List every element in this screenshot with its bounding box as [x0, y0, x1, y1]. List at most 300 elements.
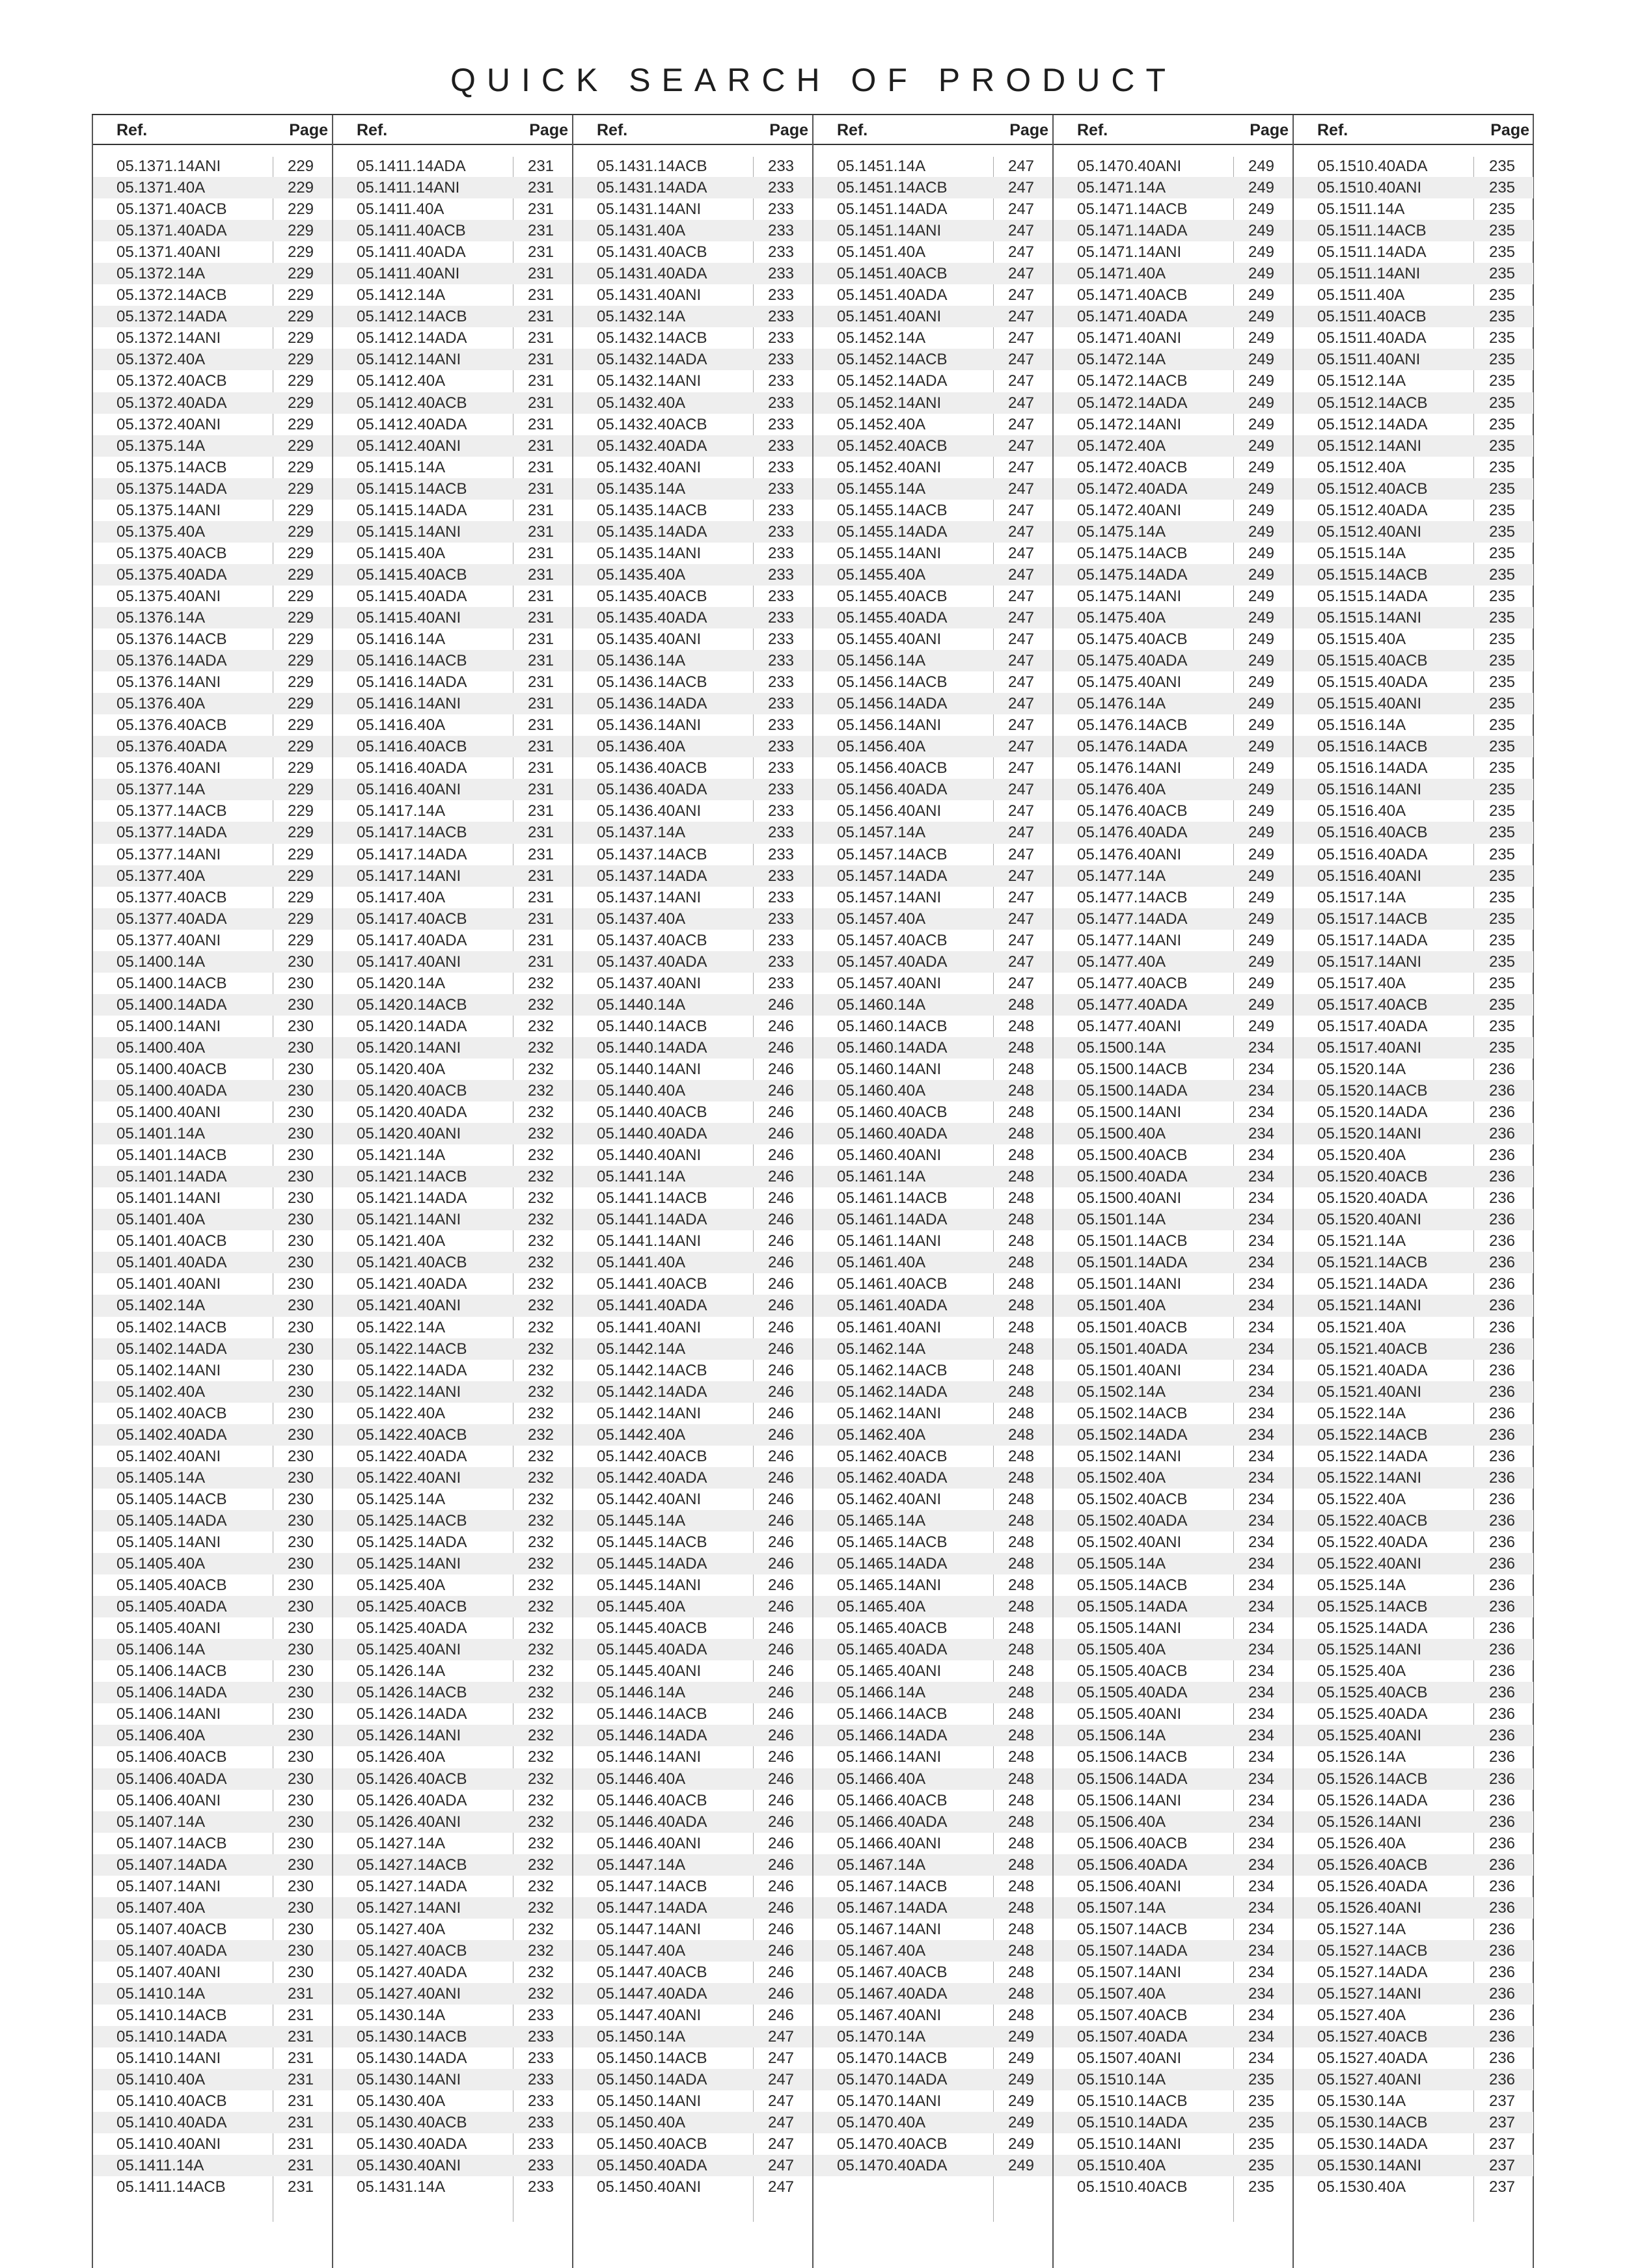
ref-cell: 05.1530.14A: [1317, 2092, 1406, 2111]
ref-cell: 05.1401.14ACB: [116, 1146, 227, 1165]
table-row: [814, 1768, 1052, 1790]
table-row: [1054, 2112, 1292, 2133]
table-row: [333, 671, 572, 693]
table-row: [573, 155, 812, 177]
page-cell: 230: [287, 1877, 314, 1895]
table-row: [1054, 1596, 1292, 1617]
ref-cell: 05.1416.40ANI: [357, 781, 461, 799]
table-row: [1054, 1897, 1292, 1919]
page-cell: 246: [767, 1082, 795, 1100]
ref-cell: 05.1445.40ADA: [597, 1641, 707, 1659]
ref-cell: 05.1456.40A: [837, 738, 926, 756]
page-cell: 248: [1007, 1017, 1035, 1035]
ref-cell: 05.1420.14ACB: [357, 995, 467, 1014]
page-cell: 231: [527, 265, 554, 283]
row-list: [1294, 155, 1533, 2198]
table-row: [93, 1166, 332, 1187]
page-cell: 236: [1488, 1748, 1516, 1766]
table-row: [1054, 865, 1292, 887]
page-cell: 232: [527, 1361, 554, 1379]
page-cell: 249: [1248, 329, 1275, 347]
page-cell: 229: [287, 931, 314, 949]
ref-cell: 05.1377.14ADA: [116, 824, 227, 842]
table-row: [93, 1403, 332, 1424]
page-cell: 231: [527, 845, 554, 863]
ref-cell: 05.1406.14ANI: [116, 1705, 221, 1723]
ref-cell: 05.1445.14ACB: [597, 1533, 707, 1551]
ref-cell: 05.1422.14ANI: [357, 1383, 461, 1401]
table-row: [1294, 1424, 1533, 1446]
page-cell: 247: [1007, 824, 1035, 842]
ref-cell: 05.1465.40ANI: [837, 1662, 942, 1681]
page-cell: 230: [287, 974, 314, 992]
page-cell: 234: [1248, 1684, 1275, 1702]
table-row: [814, 1660, 1052, 1682]
page-cell: 236: [1488, 1383, 1516, 1401]
ref-cell: 05.1406.14ACB: [116, 1662, 227, 1681]
page-cell: 234: [1248, 1598, 1275, 1616]
page-header: Page: [1250, 121, 1289, 139]
page-cell: 249: [1248, 522, 1275, 541]
ref-cell: 05.1417.14ACB: [357, 824, 467, 842]
ref-cell: 05.1456.40ACB: [837, 759, 948, 777]
ref-cell: 05.1516.40ADA: [1317, 845, 1428, 863]
ref-cell: 05.1467.40A: [837, 1941, 926, 1960]
page-cell: 234: [1248, 1211, 1275, 1229]
page-cell: 248: [1007, 1425, 1035, 1444]
page-cell: 233: [527, 2114, 554, 2132]
table-row: [333, 1230, 572, 1252]
ref-cell: 05.1371.40ANI: [116, 243, 221, 262]
page-cell: 248: [1007, 1920, 1035, 1938]
ref-cell: 05.1440.14ANI: [597, 1060, 702, 1078]
page-cell: 247: [1007, 952, 1035, 971]
table-row: [1054, 543, 1292, 564]
ref-cell: 05.1472.40ADA: [1077, 479, 1188, 498]
ref-cell: 05.1442.14ADA: [597, 1383, 707, 1401]
table-row: [814, 650, 1052, 671]
page-cell: 232: [527, 1748, 554, 1766]
page-cell: 248: [1007, 1705, 1035, 1723]
ref-cell: 05.1410.14ACB: [116, 2006, 227, 2025]
page-cell: 248: [1007, 1254, 1035, 1272]
page-cell: 232: [527, 995, 554, 1014]
page-cell: 233: [527, 2157, 554, 2175]
page-cell: 232: [527, 1254, 554, 1272]
table-row: [93, 2090, 332, 2112]
table-row: [333, 1940, 572, 1962]
table-row: [1054, 327, 1292, 349]
ref-cell: 05.1405.14ADA: [116, 1511, 227, 1530]
index-column: [1052, 115, 1292, 2268]
ref-cell: 05.1371.40ACB: [116, 200, 227, 219]
table-row: [1054, 800, 1292, 822]
ref-cell: 05.1431.40ADA: [597, 265, 707, 283]
ref-cell: 05.1441.14ANI: [597, 1232, 702, 1250]
page-cell: 247: [1007, 608, 1035, 627]
table-row: [93, 220, 332, 241]
page-cell: 248: [1007, 1211, 1035, 1229]
table-row: [573, 865, 812, 887]
page-cell: 235: [1488, 608, 1516, 627]
page-cell: 231: [527, 652, 554, 670]
page-cell: 229: [287, 265, 314, 283]
ref-cell: 05.1435.14ANI: [597, 544, 702, 562]
page-cell: 234: [1248, 1447, 1275, 1465]
page-cell: 234: [1248, 1232, 1275, 1250]
ref-cell: 05.1501.14ADA: [1077, 1254, 1188, 1272]
ref-cell: 05.1466.14ANI: [837, 1748, 942, 1766]
ref-cell: 05.1512.14ACB: [1317, 394, 1428, 412]
page-cell: 231: [527, 179, 554, 197]
table-row: [93, 1639, 332, 1660]
table-row: [93, 1596, 332, 1617]
page-cell: 233: [767, 372, 795, 390]
page-cell: 235: [1488, 372, 1516, 390]
table-row: [814, 1467, 1052, 1489]
page-cell: 231: [527, 437, 554, 455]
table-row: [333, 1123, 572, 1144]
ref-cell: 05.1522.40A: [1317, 1490, 1406, 1508]
page-cell: 249: [1248, 394, 1275, 412]
ref-cell: 05.1412.14ANI: [357, 351, 461, 369]
ref-cell: 05.1527.40ACB: [1317, 2028, 1428, 2046]
page-cell: 230: [287, 1898, 314, 1917]
page-cell: 235: [1488, 716, 1516, 735]
table-row: [814, 220, 1052, 241]
ref-cell: 05.1475.14ADA: [1077, 565, 1188, 584]
ref-cell: 05.1522.40ANI: [1317, 1555, 1422, 1573]
ref-cell: 05.1401.14A: [116, 1125, 206, 1143]
page-cell: 233: [767, 501, 795, 519]
row-list: [573, 155, 812, 2198]
page-cell: 249: [1248, 372, 1275, 390]
page-cell: 246: [767, 1576, 795, 1595]
page-cell: 230: [287, 952, 314, 971]
page-cell: 248: [1007, 1576, 1035, 1595]
page-cell: 246: [767, 1705, 795, 1723]
ref-cell: 05.1435.40ADA: [597, 608, 707, 627]
page-cell: 229: [287, 867, 314, 885]
page-cell: 247: [1007, 458, 1035, 476]
table-row: [573, 671, 812, 693]
table-row: [1054, 414, 1292, 435]
page-cell: 236: [1488, 1555, 1516, 1573]
ref-cell: 05.1462.14A: [837, 1340, 926, 1358]
table-row: [814, 607, 1052, 628]
page-cell: 229: [287, 372, 314, 390]
page-cell: 230: [287, 1705, 314, 1723]
table-row: [814, 1209, 1052, 1230]
ref-cell: 05.1436.14ANI: [597, 716, 702, 735]
table-row: [1054, 951, 1292, 973]
table-row: [1054, 908, 1292, 930]
table-row: [1294, 2047, 1533, 2069]
page-cell: 232: [527, 1898, 554, 1917]
page-cell: 236: [1488, 1468, 1516, 1487]
ref-cell: 05.1377.14ACB: [116, 802, 227, 820]
table-row: [1294, 1833, 1533, 1854]
ref-cell: 05.1462.40ANI: [837, 1490, 942, 1508]
ref-cell: 05.1470.14ACB: [837, 2049, 948, 2068]
ref-cell: 05.1442.40ADA: [597, 1468, 707, 1487]
ref-cell: 05.1510.14ANI: [1077, 2135, 1182, 2153]
ref-cell: 05.1426.40ACB: [357, 1770, 467, 1788]
ref-cell: 05.1452.40ACB: [837, 437, 948, 455]
table-row: [814, 1295, 1052, 1316]
ref-cell: 05.1502.14ANI: [1077, 1447, 1182, 1465]
table-row: [1294, 628, 1533, 650]
table-row: [814, 671, 1052, 693]
ref-cell: 05.1501.40ADA: [1077, 1340, 1188, 1358]
table-row: [814, 1639, 1052, 1660]
table-row: [93, 1553, 332, 1574]
page-cell: 247: [767, 2135, 795, 2153]
table-row: [573, 177, 812, 198]
page-cell: 235: [1488, 1038, 1516, 1057]
table-row: [333, 1381, 572, 1403]
ref-cell: 05.1440.14ACB: [597, 1017, 707, 1035]
page-cell: 231: [527, 458, 554, 476]
ref-cell: 05.1522.40ADA: [1317, 1533, 1428, 1551]
table-row: [93, 1746, 332, 1768]
table-row: [1294, 1510, 1533, 1532]
ref-cell: 05.1422.40ADA: [357, 1447, 467, 1465]
ref-cell: 05.1516.14ADA: [1317, 759, 1428, 777]
table-row: [1054, 263, 1292, 284]
page-cell: 235: [1488, 910, 1516, 928]
table-row: [814, 1790, 1052, 1811]
page-cell: 249: [1007, 2157, 1035, 2175]
table-row: [333, 994, 572, 1016]
table-row: [573, 2090, 812, 2112]
table-row: [333, 1295, 572, 1316]
ref-cell: 05.1400.14ANI: [116, 1017, 221, 1035]
page-cell: 236: [1488, 1813, 1516, 1831]
ref-cell: 05.1422.40A: [357, 1404, 446, 1422]
page-cell: 236: [1488, 1211, 1516, 1229]
table-row: [93, 628, 332, 650]
page-cell: 246: [767, 1662, 795, 1681]
page-cell: 246: [767, 1383, 795, 1401]
table-row: [573, 628, 812, 650]
ref-cell: 05.1406.40A: [116, 1727, 206, 1745]
ref-cell: 05.1412.40ACB: [357, 394, 467, 412]
ref-cell: 05.1405.14A: [116, 1468, 206, 1487]
ref-cell: 05.1442.40ACB: [597, 1447, 707, 1465]
ref-cell: 05.1401.40ADA: [116, 1254, 227, 1272]
page-cell: 246: [767, 1533, 795, 1551]
ref-cell: 05.1526.40ACB: [1317, 1856, 1428, 1874]
page-cell: 231: [527, 157, 554, 175]
table-row: [1294, 1123, 1533, 1144]
ref-cell: 05.1460.40ANI: [837, 1146, 942, 1165]
table-row: [573, 1876, 812, 1897]
table-row: [93, 1489, 332, 1510]
page-cell: 229: [287, 329, 314, 347]
table-row: [333, 1790, 572, 1811]
table-row: [93, 908, 332, 930]
page-cell: 236: [1488, 1877, 1516, 1895]
page-cell: 232: [527, 1340, 554, 1358]
page-cell: 236: [1488, 1984, 1516, 2003]
ref-cell: 05.1512.40ANI: [1317, 522, 1422, 541]
ref-cell: 05.1500.40ADA: [1077, 1168, 1188, 1186]
table-row: [814, 1101, 1052, 1123]
page-cell: 233: [767, 565, 795, 584]
table-row: [814, 1166, 1052, 1187]
table-row: [93, 1983, 332, 2005]
page-cell: 249: [1248, 695, 1275, 713]
ref-cell: 05.1476.14ACB: [1077, 716, 1188, 735]
table-row: [333, 2155, 572, 2176]
ref-cell: 05.1402.40A: [116, 1383, 206, 1401]
page-cell: 230: [287, 1297, 314, 1315]
ref-cell: 05.1376.14ADA: [116, 652, 227, 670]
ref-cell: 05.1446.40ACB: [597, 1791, 707, 1809]
ref-cell: 05.1512.14ADA: [1317, 415, 1428, 433]
table-row: [1294, 2005, 1533, 2026]
ref-cell: 05.1470.40ANI: [1077, 157, 1182, 175]
table-row: [93, 327, 332, 349]
ref-cell: 05.1502.40ADA: [1077, 1511, 1188, 1530]
page-cell: 248: [1007, 1727, 1035, 1745]
table-row: [1054, 392, 1292, 414]
page-cell: 247: [1007, 673, 1035, 692]
ref-cell: 05.1446.40A: [597, 1770, 686, 1788]
page-cell: 232: [527, 1770, 554, 1788]
page-cell: 235: [1248, 2092, 1275, 2111]
ref-cell: 05.1412.40ADA: [357, 415, 467, 433]
page-cell: 235: [1488, 995, 1516, 1014]
ref-cell: 05.1522.40ACB: [1317, 1511, 1428, 1530]
table-row: [573, 650, 812, 671]
page-cell: 231: [527, 394, 554, 412]
table-row: [93, 586, 332, 607]
ref-cell: 05.1407.14ANI: [116, 1877, 221, 1895]
table-row: [1294, 349, 1533, 370]
table-row: [333, 1037, 572, 1059]
ref-cell: 05.1521.14ADA: [1317, 1275, 1428, 1293]
page-cell: 249: [1248, 565, 1275, 584]
ref-cell: 05.1451.14ADA: [837, 200, 948, 219]
table-row: [333, 693, 572, 714]
page-cell: 233: [767, 867, 795, 885]
page-cell: 235: [1488, 243, 1516, 262]
table-row: [333, 2112, 572, 2133]
page-cell: 237: [1488, 2157, 1516, 2175]
table-row: [573, 2069, 812, 2090]
ref-cell: 05.1470.40ACB: [837, 2135, 948, 2153]
ref-cell: 05.1527.40ANI: [1317, 2071, 1422, 2089]
page-cell: 248: [1007, 1168, 1035, 1186]
table-row: [1294, 1532, 1533, 1553]
page-cell: 248: [1007, 995, 1035, 1014]
page-cell: 232: [527, 1984, 554, 2003]
table-row: [1294, 1467, 1533, 1489]
ref-cell: 05.1430.14A: [357, 2006, 446, 2025]
ref-cell: 05.1437.14ADA: [597, 867, 707, 885]
ref-cell: 05.1517.14ANI: [1317, 952, 1422, 971]
ref-cell: 05.1502.40ANI: [1077, 1533, 1182, 1551]
page-cell: 229: [287, 458, 314, 476]
page-cell: 232: [527, 1490, 554, 1508]
table-row: [814, 198, 1052, 220]
table-row: [1054, 2047, 1292, 2069]
ref-cell: 05.1511.14ACB: [1317, 222, 1427, 240]
table-row: [1294, 370, 1533, 392]
page-cell: 246: [767, 1727, 795, 1745]
table-row: [1294, 1617, 1533, 1639]
table-row: [1294, 220, 1533, 241]
page-cell: 230: [287, 1770, 314, 1788]
ref-cell: 05.1450.14ANI: [597, 2092, 702, 2111]
table-row: [1054, 1833, 1292, 1854]
ref-cell: 05.1527.40A: [1317, 2006, 1406, 2025]
ref-cell: 05.1456.14ADA: [837, 695, 948, 713]
ref-cell: 05.1465.40ADA: [837, 1641, 948, 1659]
table-row: [814, 457, 1052, 478]
ref-cell: 05.1520.40A: [1317, 1146, 1406, 1165]
ref-cell: 05.1401.14ANI: [116, 1189, 221, 1208]
table-row: [573, 844, 812, 865]
ref-cell: 05.1427.40A: [357, 1920, 446, 1938]
ref-cell: 05.1457.14ACB: [837, 845, 948, 863]
ref-cell: 05.1472.14ACB: [1077, 372, 1188, 390]
table-row: [814, 263, 1052, 284]
page-cell: 233: [767, 394, 795, 412]
page-cell: 247: [1007, 931, 1035, 949]
ref-cell: 05.1421.40ACB: [357, 1254, 467, 1272]
page-cell: 234: [1248, 1404, 1275, 1422]
page-cell: 232: [527, 1511, 554, 1530]
page-cell: 248: [1007, 1490, 1035, 1508]
page-cell: 247: [767, 2028, 795, 2046]
ref-cell: 05.1527.14ADA: [1317, 1963, 1428, 1981]
table-row: [333, 628, 572, 650]
page-cell: 232: [527, 1963, 554, 1981]
ref-cell: 05.1400.14ADA: [116, 995, 227, 1014]
page-cell: 235: [1248, 2157, 1275, 2175]
page-cell: 230: [287, 1920, 314, 1938]
table-row: [573, 1854, 812, 1876]
ref-cell: 05.1447.40ACB: [597, 1963, 707, 1981]
page-cell: 233: [767, 695, 795, 713]
ref-cell: 05.1457.40ACB: [837, 931, 948, 949]
page-cell: 233: [527, 2178, 554, 2196]
table-row: [814, 1746, 1052, 1768]
table-row: [1054, 349, 1292, 370]
page-cell: 232: [527, 1727, 554, 1745]
page-cell: 234: [1248, 1146, 1275, 1165]
ref-cell: 05.1405.40ANI: [116, 1619, 221, 1638]
ref-cell: 05.1457.14ANI: [837, 888, 942, 906]
ref-cell: 05.1406.14ADA: [116, 1684, 227, 1702]
ref-cell: 05.1436.40ANI: [597, 802, 702, 820]
table-row: [814, 1574, 1052, 1596]
table-row: [1054, 1682, 1292, 1703]
table-row: [1054, 1252, 1292, 1273]
table-row: [333, 500, 572, 521]
table-row: [814, 1273, 1052, 1295]
table-row: [573, 1037, 812, 1059]
page-cell: 234: [1248, 1490, 1275, 1508]
table-row: [1294, 155, 1533, 177]
page-cell: 235: [1488, 157, 1516, 175]
table-row: [573, 1962, 812, 1983]
ref-cell: 05.1405.40ADA: [116, 1598, 227, 1616]
page-cell: 231: [287, 1984, 314, 2003]
